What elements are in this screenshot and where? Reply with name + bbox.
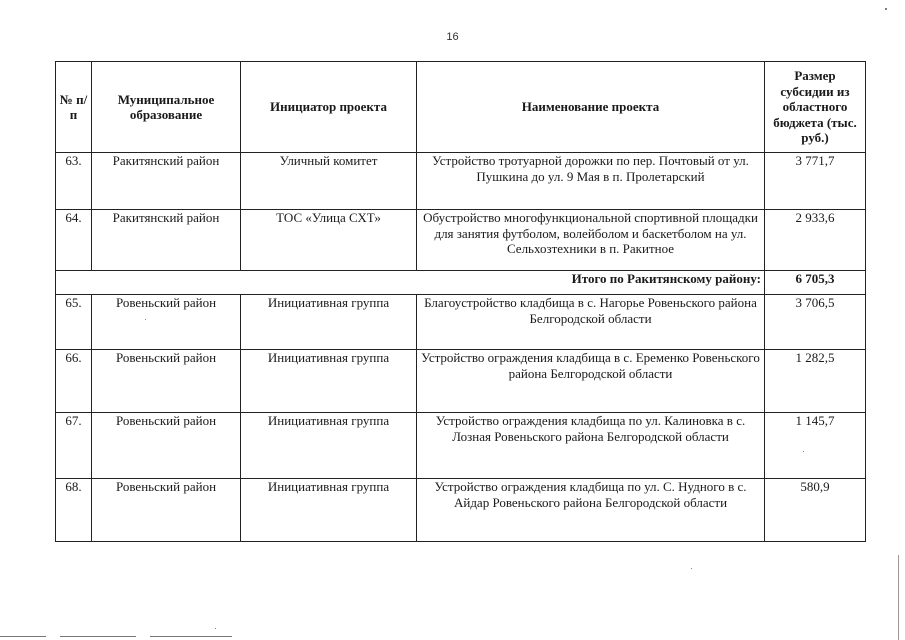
header-project: Наименование проекта [417,62,765,153]
row-subsidy: 1 282,5 [765,350,866,413]
row-subsidy: 580,9 [765,479,866,542]
subtotal-value: 6 705,3 [765,271,866,295]
table-row [56,153,866,210]
row-subsidy: 3 771,7 [765,153,866,210]
row-num: 68. [56,479,92,542]
scan-speck [885,8,887,10]
row-initiator: Инициативная группа [241,295,417,350]
row-municipality: Ровеньский район [92,295,241,350]
row-municipality: Ровеньский район [92,413,241,479]
row-initiator: ТОС «Улица СХТ» [241,210,417,271]
subtotal-label: Итого по Ракитянскому району: [56,271,765,295]
row-municipality: Ракитянский район [92,153,241,210]
page-number: 16 [446,31,459,43]
table-row [56,295,866,350]
row-municipality: Ровеньский район [92,350,241,413]
table-header-row [56,62,866,153]
row-num: 63. [56,153,92,210]
scan-edge [0,636,46,637]
row-project: Обустройство многофункциональной спортивной площадки для занятия футболом, волейболом и баскетболом на ул. Сельхозтехники в п. Ракитное [417,210,765,271]
row-project: Устройство тротуарной дорожки по пер. Почтовый от ул. Пушкина до ул. 9 Мая в п. Пролетарский [417,153,765,210]
subtotal-row [56,271,866,295]
row-num: 65. [56,295,92,350]
row-num: 66. [56,350,92,413]
row-project: Устройство ограждения кладбища в с. Еременко Ровеньского района Белгородской области [417,350,765,413]
scan-edge [898,555,899,640]
subsidy-table [55,61,866,542]
header-municipality: Муниципальное образование [92,62,241,153]
row-initiator: Уличный комитет [241,153,417,210]
table-row [56,350,866,413]
row-project: Благоустройство кладбища в с. Нагорье Ровеньского района Белгородской области [417,295,765,350]
scan-speck [691,568,692,569]
row-subsidy: 2 933,6 [765,210,866,271]
header-subsidy: Размер субсидии из областного бюджета (тыс. руб.) [765,62,866,153]
header-num: № п/п [56,62,92,153]
row-initiator: Инициативная группа [241,479,417,542]
scan-speck [145,319,146,320]
row-subsidy: 1 145,7 [765,413,866,479]
row-subsidy: 3 706,5 [765,295,866,350]
row-initiator: Инициативная группа [241,413,417,479]
row-num: 67. [56,413,92,479]
scan-speck [215,628,216,629]
row-initiator: Инициативная группа [241,350,417,413]
table-row [56,413,866,479]
row-municipality: Ракитянский район [92,210,241,271]
row-num: 64. [56,210,92,271]
header-initiator: Инициатор проекта [241,62,417,153]
row-project: Устройство ограждения кладбища по ул. Калиновка в с. Лозная Ровеньского района Белгородской области [417,413,765,479]
scan-edge [150,636,232,637]
table-row [56,210,866,271]
scan-edge [60,636,136,637]
row-municipality: Ровеньский район [92,479,241,542]
scan-speck [803,451,804,452]
row-project: Устройство ограждения кладбища по ул. С. Нудного в с. Айдар Ровеньского района Белгородской области [417,479,765,542]
table-row [56,479,866,542]
